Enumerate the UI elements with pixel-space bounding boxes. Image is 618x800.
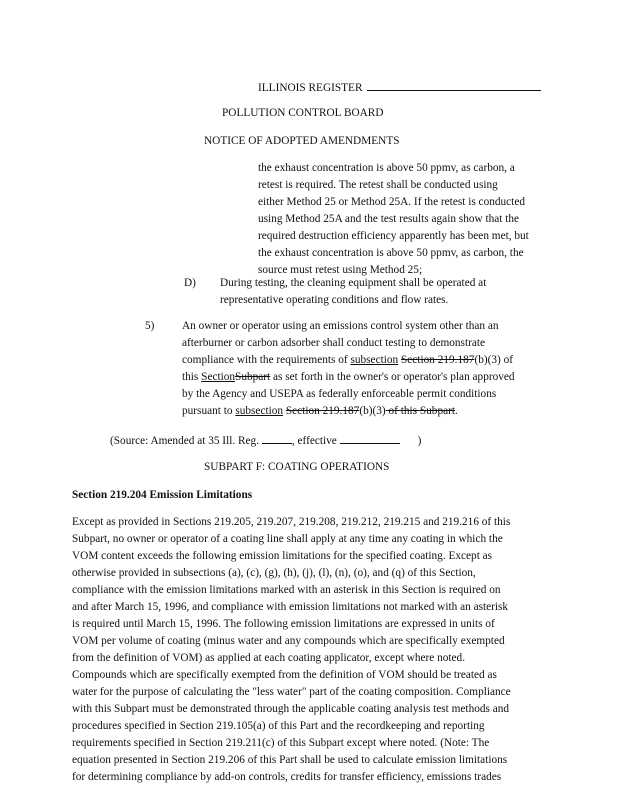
text-run: as set forth in the owner's or operator's plan approved bbox=[270, 371, 515, 383]
text-run: . bbox=[455, 405, 458, 417]
text-run: (b)(3) of bbox=[474, 354, 514, 366]
body-line: VOM per volume of coating (minus water and any compounds which are specifically exempted bbox=[72, 635, 505, 647]
body-line: with this Subpart must be demonstrated through the applicable coating analysis test methods and bbox=[72, 703, 510, 715]
text-line: using Method 25A and the test results again show that the bbox=[258, 213, 520, 225]
deleted-text: Section 219.187 bbox=[401, 354, 475, 366]
text-line: the exhaust concentration is above 50 ppmv, as carbon, the bbox=[258, 247, 524, 259]
deleted-text: of this Subpart bbox=[385, 405, 456, 417]
inserted-text: subsection bbox=[235, 405, 284, 417]
text-run: (Source: Amended at 35 Ill. Reg. bbox=[110, 435, 262, 447]
body-line: Except as provided in Sections 219.205, 219.207, 219.208, 219.212, 219.215 and 219.216 of this bbox=[72, 516, 511, 528]
register-title: ILLINOIS REGISTER bbox=[258, 82, 363, 94]
source-note bbox=[110, 432, 421, 449]
text-line: source must retest using Method 25; bbox=[258, 264, 423, 276]
deleted-text: Section 219.187 bbox=[285, 405, 360, 417]
text-line: An owner or operator using an emissions control system other than an bbox=[182, 320, 499, 332]
date-blank bbox=[340, 432, 400, 444]
text-line: retest is required. The retest shall be conducted using bbox=[258, 179, 498, 191]
text-run: (b)(3) bbox=[359, 405, 386, 417]
text-line bbox=[182, 369, 515, 385]
body-line: equation presented in Section 219.206 of this Part shall be used to calculate emission limitations bbox=[72, 754, 508, 766]
body-line: from the definition of VOM) as applied at each coating applicator, except where noted. bbox=[72, 652, 466, 664]
text-run: this bbox=[182, 371, 202, 383]
body-line: otherwise provided in subsections (a), (c), (g), (h), (j), (l), (n), (o), and (q) of this Section, bbox=[72, 567, 476, 579]
section-heading: Section 219.204 Emission Limitations bbox=[72, 489, 253, 501]
text-run: pursuant to bbox=[182, 405, 236, 417]
body-line: Compounds which are specifically exempted from the definition of VOM should be treated as bbox=[72, 669, 497, 681]
item-d-label: D) bbox=[184, 277, 196, 289]
text-run: , effective bbox=[291, 435, 340, 447]
inserted-text: Section bbox=[201, 371, 236, 383]
text-run: compliance with the requirements of bbox=[182, 354, 351, 366]
text-run: ) bbox=[417, 435, 422, 447]
body-line: compliance with the emission limitations marked with an asterisk in this Section is required on bbox=[72, 584, 501, 596]
text-line bbox=[182, 403, 458, 419]
reg-blank bbox=[262, 432, 292, 444]
text-line: afterburner or carbon adsorber shall conduct testing to demonstrate bbox=[182, 337, 486, 349]
notice-title: NOTICE OF ADOPTED AMENDMENTS bbox=[204, 135, 400, 147]
body-line: VOM content exceeds the following emission limitations for the specified coating. Except as bbox=[72, 550, 493, 562]
body-line: and after March 15, 1996, and compliance with emission limitations not marked with an asterisk bbox=[72, 601, 509, 613]
body-line: Subpart, no owner or operator of a coating line shall apply at any time any coating in which the bbox=[72, 533, 503, 545]
body-line: for determining compliance by add-on controls, credits for transfer efficiency, emissions trades bbox=[72, 771, 502, 783]
text-line: representative operating conditions and flow rates. bbox=[220, 294, 449, 306]
text-line: During testing, the cleaning equipment shall be operated at bbox=[220, 277, 487, 289]
text-line: the exhaust concentration is above 50 ppmv, as carbon, a bbox=[258, 162, 515, 174]
inserted-text: subsection bbox=[350, 354, 399, 366]
register-blank-line bbox=[367, 79, 541, 91]
text-line: by the Agency and USEPA as federally enforceable permit conditions bbox=[182, 388, 497, 400]
text-line: either Method 25 or Method 25A. If the retest is conducted bbox=[258, 196, 525, 208]
deleted-text: Subpart bbox=[235, 371, 271, 383]
text-line bbox=[182, 352, 513, 368]
register-header bbox=[258, 79, 541, 96]
body-line: is required until March 15, 1996. The following emission limitations are expressed in units of bbox=[72, 618, 495, 630]
subpart-title: SUBPART F: COATING OPERATIONS bbox=[204, 461, 390, 473]
board-name: POLLUTION CONTROL BOARD bbox=[222, 107, 384, 119]
body-line: requirements specified in Section 219.211(c) of this Subpart except where noted. (Note: The bbox=[72, 737, 490, 749]
text-line: required destruction efficiency apparently has been met, but bbox=[258, 230, 529, 242]
body-line: water for the purpose of calculating the "less water" part of the coating composition. Compliance bbox=[72, 686, 511, 698]
body-line: procedures specified in Section 219.105(a) of this Part and the recordkeeping and reporting bbox=[72, 720, 485, 732]
item-5-label: 5) bbox=[145, 320, 155, 332]
